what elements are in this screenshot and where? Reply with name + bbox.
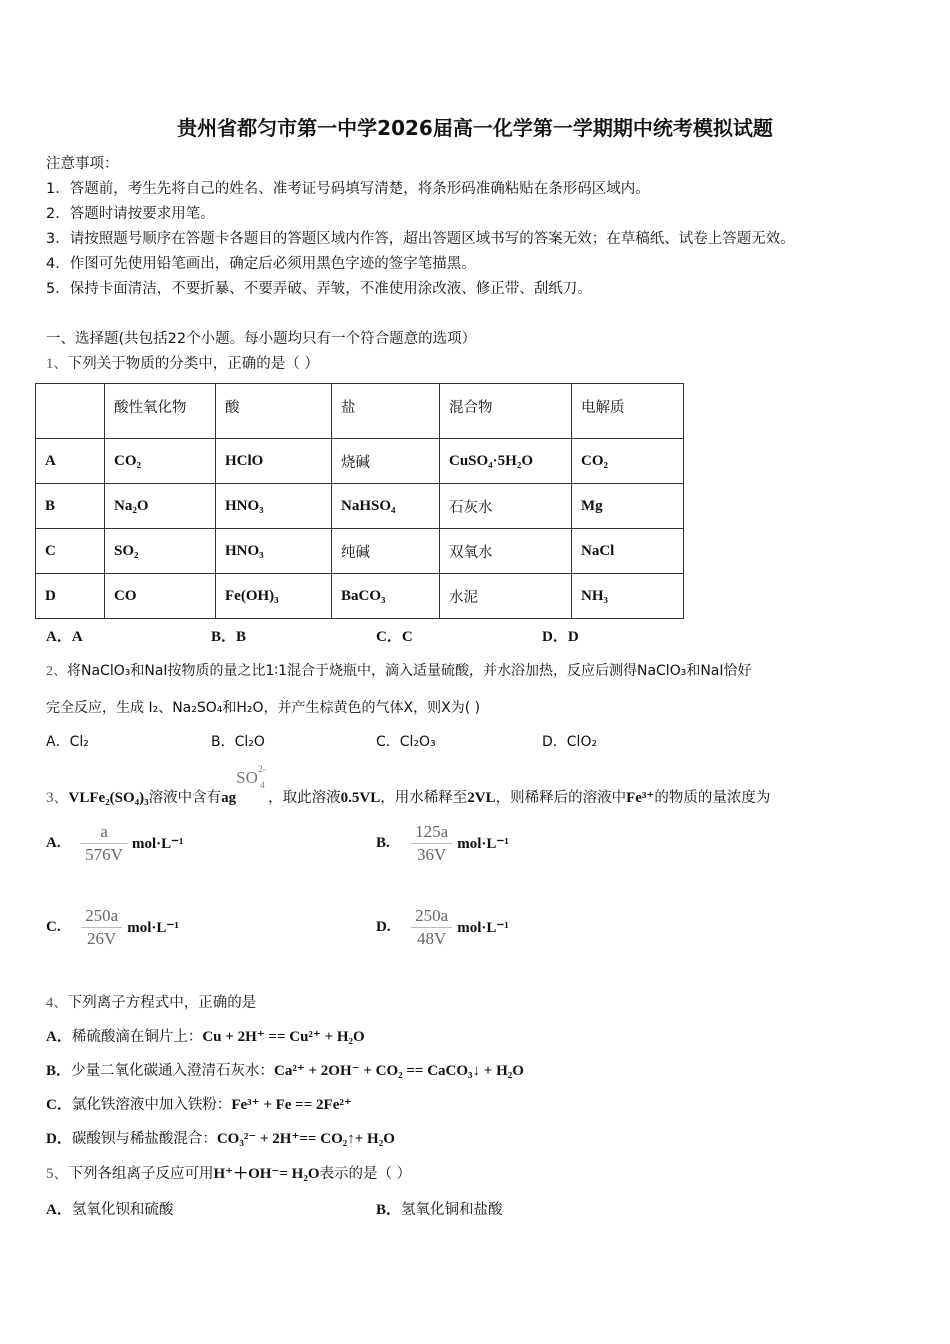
notes-heading: 注意事项：	[46, 156, 119, 172]
q5-option-a[interactable]	[46, 1198, 173, 1219]
option-label: D．	[46, 1131, 72, 1147]
q1-option-d[interactable]: D．D	[542, 629, 579, 645]
table-cell: 水泥	[440, 574, 572, 619]
table-cell: BaCO₃	[332, 574, 440, 619]
fraction	[81, 821, 127, 866]
table-header-cell: 酸	[216, 384, 332, 439]
option-label: B．	[46, 1063, 72, 1079]
formula: Fe³⁺	[626, 790, 655, 806]
q1-option-c[interactable]: C．C	[376, 629, 413, 645]
note-item-3: 3．请按照题号顺序在答题卡各题目的答题区域内作答，超出答题区域书写的答案无效；在草稿纸、试卷上答题无效。	[46, 231, 795, 247]
question-text: 下列关于物质的分类中，正确的是（ ）	[67, 356, 319, 372]
table-header-cell: 酸性氧化物	[105, 384, 216, 439]
q2-option-a[interactable]: A．Cl₂	[46, 734, 89, 750]
table-row	[36, 574, 684, 619]
q4-option-a[interactable]	[46, 1025, 365, 1046]
fraction	[411, 821, 452, 866]
q1-option-b[interactable]: B．B	[211, 629, 247, 645]
formula: VLFe₂(SO₄)₃	[68, 790, 149, 806]
table-cell: NaHSO₄	[332, 484, 440, 529]
option-text: 少量二氧化碳通入澄清石灰水：	[71, 1063, 275, 1079]
question-text: ，则稀释后的溶液中	[495, 790, 627, 806]
table-cell: CO₂	[105, 439, 216, 484]
table-cell: HNO₃	[216, 529, 332, 574]
option-label: B.	[376, 835, 390, 851]
table-row	[36, 484, 684, 529]
question-5-stem	[46, 1162, 411, 1183]
equation: H⁺＋OH⁻= H₂O	[213, 1166, 320, 1182]
option-text: 氢氧化钡和硫酸	[71, 1202, 174, 1218]
option-label: D.	[376, 919, 391, 935]
table-cell: NaCl	[572, 529, 684, 574]
equation: Ca²⁺ + 2OH⁻ + CO₂ == CaCO₃↓ + H₂O	[274, 1063, 524, 1079]
table-cell: Na₂O	[105, 484, 216, 529]
table-header-cell: 混合物	[440, 384, 572, 439]
question-number: 2、	[46, 664, 67, 679]
q4-option-d[interactable]	[46, 1127, 395, 1148]
question-number: 1、	[46, 356, 68, 372]
q2-option-d[interactable]: D．ClO₂	[542, 734, 598, 750]
question-text: ，用水稀释至	[380, 790, 468, 806]
table-header-row	[36, 384, 684, 439]
note-item-2: 2．答题时请按要求用笔。	[46, 206, 215, 222]
table-cell: 石灰水	[440, 484, 572, 529]
note-item-4: 4．作图可先使用铅笔画出，确定后必须用黑色字迹的签字笔描黑。	[46, 256, 476, 272]
table-cell: CuSO₄·5H₂O	[440, 439, 572, 484]
table-cell: C	[36, 529, 105, 574]
question-text: 的物质的量浓度为	[654, 790, 771, 806]
unit: mol·L⁻¹	[457, 836, 509, 852]
ion-subscript: 4	[260, 780, 265, 790]
q4-option-c[interactable]	[46, 1093, 352, 1114]
numerator: a	[81, 821, 127, 844]
table-cell: A	[36, 439, 105, 484]
equation: Fe³⁺ + Fe == 2Fe²⁺	[231, 1097, 352, 1113]
question-number: 5、	[46, 1166, 69, 1182]
table-cell: CO₂	[572, 439, 684, 484]
option-label: C.	[46, 919, 61, 935]
unit: mol·L⁻¹	[131, 836, 184, 852]
table-cell: 双氧水	[440, 529, 572, 574]
numerator: 250a	[411, 905, 452, 928]
ion-charge: 2-	[258, 764, 266, 774]
question-text: 将NaClO₃和NaI按物质的量之比1∶1混合于烧瓶中，滴入适量硫酸，并水浴加热，反应后测得NaClO₃和NaI恰好	[67, 663, 752, 679]
option-label: A．	[46, 1029, 72, 1045]
q3-option-d[interactable]	[376, 905, 509, 950]
table-cell: D	[36, 574, 105, 619]
table-header-cell	[36, 384, 105, 439]
q4-option-b[interactable]	[46, 1059, 524, 1080]
question-2-line-1	[46, 660, 752, 680]
option-text: 碳酸钡与稀盐酸混合：	[71, 1131, 217, 1147]
table-cell: 烧碱	[332, 439, 440, 484]
formula: 2VL	[467, 790, 496, 806]
question-1-stem	[46, 352, 319, 373]
table-cell: SO₂	[105, 529, 216, 574]
question-text: 下列各组离子反应可用	[68, 1166, 214, 1182]
question-text: 表示的是（ ）	[319, 1166, 412, 1182]
option-text: 氯化铁溶液中加入铁粉：	[71, 1097, 232, 1113]
table-cell: HNO₃	[216, 484, 332, 529]
table-cell: Mg	[572, 484, 684, 529]
table-cell: CO	[105, 574, 216, 619]
question-text: ，取此溶液	[268, 790, 341, 806]
numerator: 250a	[81, 905, 122, 928]
q3-option-b[interactable]	[376, 821, 509, 866]
denominator: 36V	[416, 845, 447, 864]
equation: Cu + 2H⁺ == Cu²⁺ + H₂O	[202, 1029, 365, 1045]
table-cell: Fe(OH)₃	[216, 574, 332, 619]
denominator: 26V	[86, 929, 117, 948]
fraction	[411, 905, 452, 950]
table-cell: B	[36, 484, 105, 529]
table-header-cell: 盐	[332, 384, 440, 439]
option-label: A.	[46, 835, 61, 851]
sulfate-ion	[236, 764, 268, 796]
section-heading: 一、选择题(共包括22个小题。每小题均只有一个符合题意的选项）	[46, 331, 477, 347]
option-label: C．	[46, 1097, 72, 1113]
q5-option-b[interactable]	[376, 1198, 503, 1219]
table-cell: HClO	[216, 439, 332, 484]
option-text: 稀硫酸滴在铜片上：	[71, 1029, 203, 1045]
fraction	[81, 905, 122, 950]
table-cell: NH₃	[572, 574, 684, 619]
question-number: 4、	[46, 995, 68, 1011]
page-title: 贵州省都匀市第一中学2026届高一化学第一学期期中统考模拟试题	[177, 116, 773, 140]
question-4-stem	[46, 991, 256, 1012]
question-number: 3、	[46, 790, 69, 806]
formula: 0.5VL	[340, 790, 381, 806]
table-row	[36, 529, 684, 574]
formula: ag	[221, 790, 237, 806]
note-item-1: 1．答题前，考生先将自己的姓名、准考证号码填写清楚，将条形码准确粘贴在条形码区域内。	[46, 181, 650, 197]
table-cell: 纯碱	[332, 529, 440, 574]
numerator: 125a	[411, 821, 452, 844]
option-label: B．	[376, 1202, 402, 1218]
classification-table	[35, 383, 684, 619]
question-3-stem	[46, 764, 771, 807]
table-header-cell: 电解质	[572, 384, 684, 439]
q1-option-a[interactable]: A．A	[46, 629, 83, 645]
q2-option-c[interactable]: C．Cl₂O₃	[376, 734, 436, 750]
equation: CO₃²⁻ + 2H⁺== CO₂↑+ H₂O	[216, 1131, 395, 1147]
denominator: 576V	[85, 845, 123, 864]
unit: mol·L⁻¹	[127, 920, 179, 936]
question-2-line-2: 完全反应，生成 I₂、Na₂SO₄和H₂O，并产生棕黄色的气体X，则X为( )	[46, 700, 481, 716]
q2-option-b[interactable]: B．Cl₂O	[211, 734, 265, 750]
ion-base: SO	[236, 768, 258, 787]
q3-option-c[interactable]	[46, 905, 179, 950]
option-text: 氢氧化铜和盐酸	[401, 1202, 503, 1218]
table-row	[36, 439, 684, 484]
question-text: 下列离子方程式中，正确的是	[67, 995, 257, 1011]
denominator: 48V	[416, 929, 447, 948]
option-label: A．	[46, 1202, 72, 1218]
note-item-5: 5．保持卡面清洁，不要折暴、不要弄破、弄皱，不准使用涂改液、修正带、刮纸刀。	[46, 281, 592, 297]
question-text: 溶液中含有	[148, 790, 222, 806]
q3-option-a[interactable]	[46, 821, 184, 866]
unit: mol·L⁻¹	[457, 920, 509, 936]
